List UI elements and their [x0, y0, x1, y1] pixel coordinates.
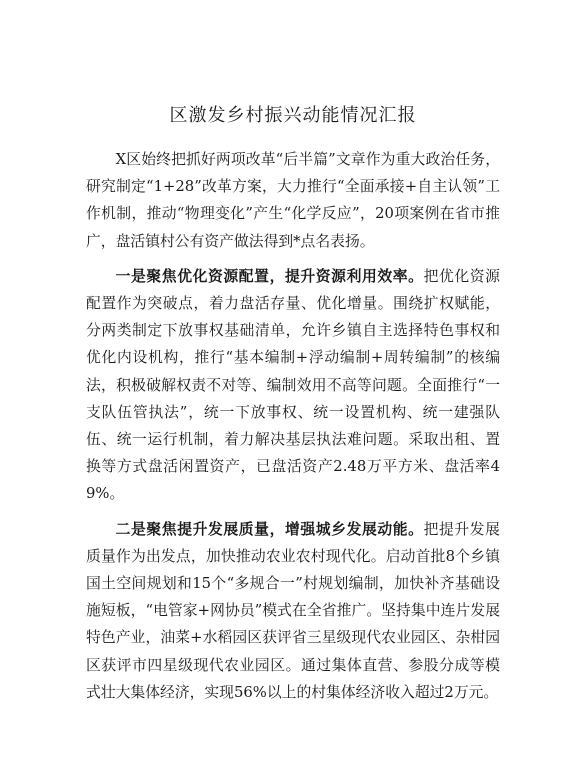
section-one-heading: 一是聚焦优化资源配置，提升资源利用效率。 — [115, 267, 424, 285]
intro-paragraph — [86, 146, 500, 255]
document-page — [86, 104, 500, 714]
section-one-paragraph — [86, 263, 500, 508]
section-two-heading: 二是聚焦提升发展质量，增强城乡发展动能。 — [115, 520, 424, 538]
section-two-text: 把提升发展质量作为出发点，加快推动农业农村现代化。启动首批8个乡镇国土空间规划和15个“多规合一”村规划编制，加快补齐基础设施短板，“电管家+网协员”模式在全省推广。坚持集中连片发展特色产业，油菜+水稻园区获评省三星级现代农业园区、杂柑园区获评市四星级现代农业园区。通过集体直营、参股分成等模式壮大集体经济，实现56%以上的村集体经济收入超过2万元。 — [86, 520, 500, 701]
paragraph-text: X区始终把抓好两项改革“后半篇”文章作为重大政治任务，研究制定“1+28”改革方案，大力推行“全面承接+自主认领”工作机制，推动“物理变化”产生“化学反应”，20项案例在省市推广，盘活镇村公有资产做法得到*点名表扬。 — [86, 151, 500, 250]
section-one-text: 把优化资源配置作为突破点，着力盘活存量、优化增量。围绕扩权赋能，分两类制定下放事权基础清单，允许乡镇自主选择特色事权和优化内设机构，推行“基本编制+浮动编制+周转编制”的核编法，积极破解权责不对等、编制效用不高等问题。全面推行“一支队伍管执法”，统一下放事权、统一设置机构、统一建强队伍、统一运行机制，着力解决基层执法难问题。采取出租、置换等方式盘活闲置资产，已盘活资产2.48万平方米、盘活率49%。 — [86, 267, 500, 503]
document-title: 区激发乡村振兴动能情况汇报 — [169, 105, 417, 126]
section-two-paragraph — [86, 516, 500, 706]
